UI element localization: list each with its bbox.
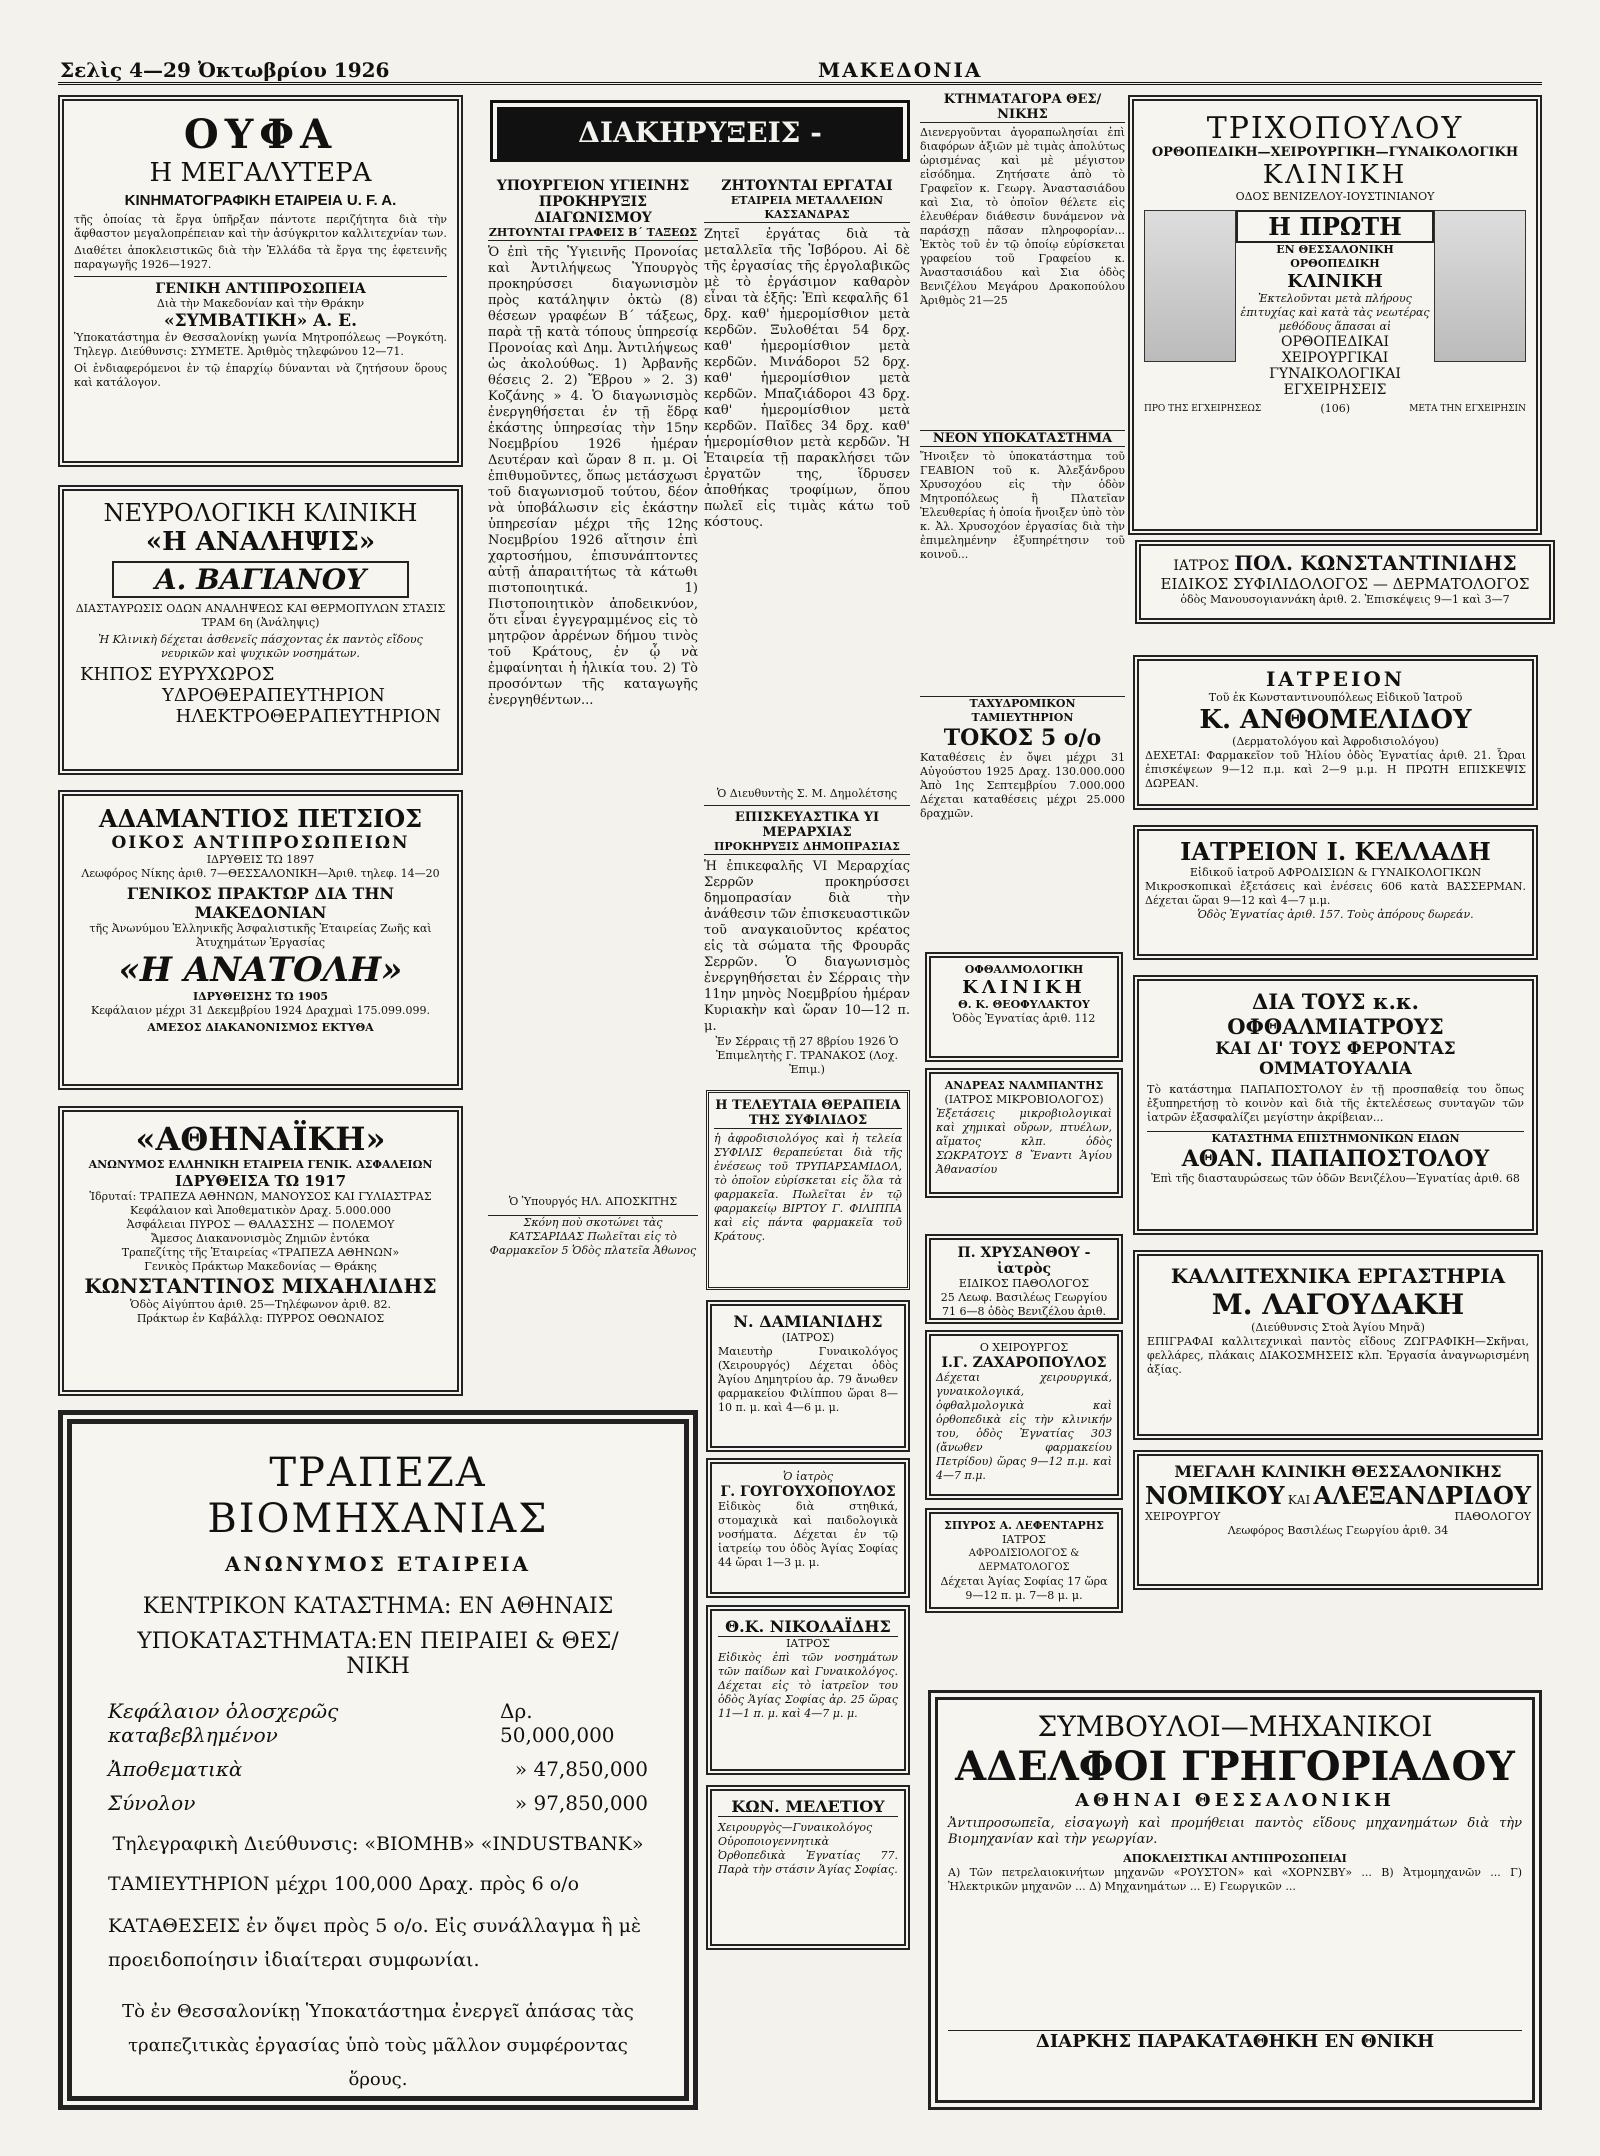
health-head3: ΖΗΤΟΥΝΤΑΙ ΓΡΑΦΕΙΣ Β΄ ΤΑΞΕΩΣ (488, 226, 698, 239)
meletiou-name: ΚΩΝ. ΜΕΛΕΤΙΟΥ (718, 1797, 898, 1817)
zach-head: Ο ΧΕΙΡΟΥΡΓΟΣ (979, 1341, 1069, 1354)
lag-head: ΚΑΛΛΙΤΕΧΝΙΚΑ ΕΡΓΑΣΤΗΡΙΑ (1170, 1264, 1506, 1288)
athinaiki-founded: ΙΔΡΥΘΕΙΣΑ ΤΩ 1917 (174, 1172, 347, 1190)
petsios-title: ΑΔΑΜΑΝΤΙΟΣ ΠΕΤΣΙΟΣ (98, 804, 423, 833)
nom-spec1: ΧΕΙΡΟΥΡΓΟΥ (1145, 1510, 1221, 1523)
neuro-doctor: Α. ΒΑΓΙΑΝΟΥ (112, 561, 409, 598)
gougouxopoulos-ad (706, 1458, 910, 1598)
ophth-head: ΟΦΘΑΛΜΟΛΟΓΙΚΗ (964, 963, 1084, 976)
petsios-address: Λεωφόρος Νίκης ἀριθ. 7—ΘΕΣΣΑΛΟΝΙΚΗ—Ἀριθ. τηλεφ. 14—20 (81, 867, 440, 880)
opt-name: ΑΘΑΝ. ΠΑΠΑΠΟΣΤΟΛΟΥ (1181, 1146, 1490, 1172)
mining-head1: ΖΗΤΟΥΝΤΑΙ ΕΡΓΑΤΑΙ (721, 178, 893, 194)
trich-first: Η ΠΡΩΤΗ (1236, 210, 1435, 243)
neuro-title: ΝΕΥΡΟΛΟΓΙΚΗ ΚΛΙΝΙΚΗ (103, 499, 418, 527)
konst-name: ΠΟΛ. ΚΩΝΣΤΑΝΤΙΝΙΔΗΣ (1234, 551, 1517, 575)
lagoudakis-ad (1133, 1250, 1543, 1440)
konst-spec: ΕΙΔΙΚΟΣ ΣΥΦΙΛΙΔΟΛΟΓΟΣ — ΔΕΡΜΑΤΟΛΟΓΟΣ (1160, 575, 1530, 593)
damianidis-text: Μαιευτὴρ Γυναικολόγος (Χειρουργός) Δέχεται ὁδὸς Ἁγίου Δημητρίου ἀρ. 79 ἄνωθεν φαρμακείου Φιλίππου ὥραι 8—10 π. μ. καὶ 4—6 μ. μ. (718, 1345, 898, 1414)
nalbantis-ad (925, 1068, 1123, 1198)
opt-text: Τὸ κατάστημα ΠΑΠΑΠΟΣΤΟΛΟΥ ἐν τῇ προσπαθείᾳ του ὅπως ἐξυπηρετήσῃ τὸ κοινὸν καὶ διὰ τῆς ἐκτελέσεως συνταγῶν τῶν ἰατρῶν ἐξασφαλίζει μεγίστην ἀκρίβειαν... (1147, 1083, 1524, 1124)
athinaiki-agent-line: Γενικὸς Πράκτωρ Μακεδονίας — Θράκης (144, 1260, 377, 1273)
petsios-agent: ΓΕΝΙΚΟΣ ΠΡΑΚΤΩΡ ΔΙΑ ΤΗΝ ΜΑΚΕΔΟΝΙΑΝ (126, 884, 395, 922)
mining-text: Ζητεῖ ἐργάτας διὰ τὰ μεταλλεῖα τῆς Ἰσβόρου. Αἱ δὲ τῆς ἐργασίας τῆς ἐργολαβικῶς μὲ τὸ ἐργάσιμον καθαρὸν εἶναι τὰ ἑξῆς: Ἐπὶ κεφαλῆς 61 δρχ. καθ' ἡμερομίσθιον μετὰ κερδῶν. Ξυλοθέται 54 δρχ. καθ' ἡμερομίσθιον μετὰ κερδῶν. Μινάδοροι 52 δρχ. καθ' ἡμερομίσθιον μετὰ κερδῶν. Μπαζιάδοροι 43 δρχ. καθ' ἡμερομίσθιον μετὰ κερδῶν. Παῖδες 34 δρχ. καθ' ἡμερομίσθιον μετὰ κερδῶν. Ἡ Ἑταιρεία τῇ παρακλήσει τῶν ἐργατῶν της, ἵδρυσεν ἀποθήκας τροφίμων, ὅπου πωλεῖ εἰς τιμὰς κάτω τοῦ κόστους. (704, 227, 910, 530)
athinaiki-agent: ΚΩΝΣΤΑΝΤΙΝΟΣ ΜΙΧΑΗΛΙΔΗΣ (84, 1274, 437, 1298)
division-head2: ΠΡΟΚΗΡΥΞΙΣ ΔΗΜΟΠΡΑΣΙΑΣ (704, 840, 910, 855)
athinaiki-sub: ΑΝΩΝΥΜΟΣ ΕΛΛΗΝΙΚΗ ΕΤΑΙΡΕΙΑ ΓΕΝΙΚ. ΑΣΦΑΛΕΙΩΝ (88, 1158, 433, 1171)
masthead (58, 58, 1542, 85)
meletiou-text: Χειρουργὸς—Γυναικολόγος Οὐροποιογεννητικὰ Ὀρθοπεδικὰ Ἐγνατίας 77. Παρὰ τὴν στάσιν Ἁγίας Σοφίας. (718, 1821, 898, 1876)
trich-after: ΜΕΤΑ ΤΗΝ ΕΓΧΕΙΡΗΣΙΝ (1409, 404, 1526, 414)
petsios-founded: ΙΔΡΥΘΕΙΣ ΤΩ 1897 (206, 853, 315, 866)
ophth-title: ΚΛΙΝΙΚΗ (962, 977, 1086, 998)
zach-text: Δέχεται χειρουργικά, γυναικολογικά, ὀφθαλμολογικὰ καὶ ὀρθοπεδικὰ εἰς τὴν κλινικήν του, ὁδὸς Ἐγνατίας 303 (ἄνωθεν φαρμακείου Πετρίδου) ὥρας 9—12 π.μ. καὶ 4—7 π.μ. (936, 1371, 1112, 1482)
declarations-banner (490, 100, 910, 162)
anth-head: ΙΑΤΡΕΙΟΝ (1265, 667, 1406, 691)
nalbant-title: (ΙΑΤΡΟΣ ΜΙΚΡΟΒΙΟΛΟΓΟΣ) (944, 1093, 1104, 1106)
petsios-company-founded: ΙΔΡΥΘΕΙΣΗΣ ΤΩ 1905 (192, 990, 329, 1003)
lag-addr: (Διεύθυνσις Στοὰ Ἁγίου Μηνᾶ) (1251, 1321, 1425, 1334)
zach-name: Ι.Γ. ΖΑΧΑΡΟΠΟΥΛΟΣ (941, 1355, 1107, 1371)
syphilis-text: ἡ ἀφροδισιολόγος καὶ ἡ τελεία ΣΥΦΙΛΙΣ θεραπεύεται διὰ τῆς ἐνέσεως τοῦ ΤΡΥΠΑΡΣΑΜΙΔΟΛ, τὸ ὁποῖον εὑρίσκεται εἰς ὅλα τὰ φαρμακεῖα. Πωλεῖται ἐν τῷ φαρμακείῳ ΒΙΡΤΟΥ Γ. ΦΙΛΙΠΠΑ καὶ εἰς πάντα φαρμακεῖα τοῦ Κράτους. (714, 1132, 902, 1243)
grig-footer: ΔΙΑΡΚΗΣ ΠΑΡΑΚΑΤΑΘΗΚΗ ΕΝ ΘΝΙΚΗ (948, 2030, 1522, 2052)
damianidis-ad (706, 1300, 910, 1452)
neuro-line-garden: ΚΗΠΟΣ ΕΥΡΥΧΩΡΟΣ (80, 664, 275, 685)
bank-sub: ΑΝΩΝΥΜΟΣ ΕΤΑΙΡΕΙΑ (225, 1552, 531, 1576)
new-branch-head: ΝΕΟΝ ΥΠΟΚΑΤΑΣΤΗΜΑ (920, 430, 1125, 447)
trich-captions (1144, 402, 1526, 416)
ufa-text: τῆς ὁποίας τὰ ἔργα ὑπῆρξαν πάντοτε περιζήτητα διὰ τὴν ἄφθαστον μεγαλοπρέπειαν καὶ τὴν ἀσύγκριτον καλλιτεχνίαν των. (74, 213, 447, 240)
health-head2: ΠΡΟΚΗΡΥΞΙΣ ΔΙΑΓΩΝΙΣΜΟΥ (534, 194, 652, 226)
bank-title: ΤΡΑΠΕΖΑ ΒΙΟΜΗΧΑΝΙΑΣ (207, 1450, 549, 1542)
market-text: Διενεργοῦνται ἀγοραπωλησίαι ἐπὶ διαφόρων ἀξιῶν μὲ τιμὰς ἀπολύτως ὡρισμένας καὶ μὲ μέγιστον εἰσόδημα. Ζητήσατε ἀπὸ τὸ Γραφεῖον κ. Γεωργ. Ἀναστασιάδου καὶ Σια, τὸ ὁποῖον θέλετε εἰς ἐλευθέραν διάθεσιν δυνάμενον νὰ παράσχῃ πᾶσαν πληροφορίαν... Ἐκτὸς τοῦ ἐν τῷ ὁποίῳ εὑρίσκεται γραφείου τοῦ Γραφείου κ. Ἀναστασιάδου καὶ Σια ὁδὸς Βενιζέλου Μεγάρου Δρακοπούλου Ἀριθμὸς 21—25 (920, 126, 1125, 307)
chrys-text: 25 Λεωφ. Βασιλέως Γεωργίου 71 6—8 ὁδὸς Βενιζέλου ἀριθ. (940, 1291, 1108, 1318)
neuro-line-electro: ΗΛΕΚΤΡΟΘΕΡΑΠΕΥΤΗΡΙΟΝ (175, 706, 441, 727)
declarations-title: ΔΙΑΚΗΡΥΞΕΙΣ - (497, 107, 903, 162)
health-ministry-notice (488, 178, 698, 1308)
trich-first-sub: ΕΝ ΘΕΣΣΑΛΟΝΙΚΗ ΟΡΘΟΠΕΔΙΚΗ (1276, 243, 1394, 270)
ufa-title: ΟΥΦΑ (183, 111, 338, 158)
gougoux-head: Ὁ ἰατρὸς (782, 1470, 834, 1483)
grig-text: Ἀντιπροσωπεῖα, εἰσαγωγὴ καὶ προμήθειαι παντὸς εἴδους μηχανημάτων διὰ τὴν Βιομηχανίαν καὶ τὴν γεωργίαν. (948, 1816, 1522, 1847)
ufa-distribution: Διαθέτει ἀποκλειστικῶς διὰ τὴν Ἑλλάδα τὰ ἔργα της ἐφετεινῆς παραγωγῆς 1926—1927. (74, 244, 447, 271)
neuro-address: ΔΙΑΣΤΑΥΡΩΣΙΣ ΟΔΩΝ ΑΝΑΛΗΨΕΩΣ ΚΑΙ ΘΕΡΜΟΠΥΛΩΝ ΣΤΑΣΙΣ ΤΡΑΜ 6η (Ἀνάληψις) (75, 602, 446, 629)
chrys-name: Π. ΧΡΥΣΑΝΘΟΥ - ἰατρὸς (957, 1245, 1091, 1277)
lef-name: ΣΠΥΡΟΣ Α. ΛΕΦΕΝΤΑΡΗΣ (944, 1519, 1104, 1532)
nikolaidis-title: ΙΑΤΡΟΣ (786, 1637, 830, 1650)
grig-sub: ΑΠΟΚΛΕΙΣΤΙΚΑΙ ΑΝΤΙΠΡΟΣΩΠΕΙΑΙ (1123, 1852, 1347, 1865)
anth-spec: (Δερματολόγου καὶ Ἀφροδισιολόγου) (1232, 735, 1439, 748)
health-footer: Ὁ Ὑπουργός ΗΛ. ΑΠΟΣΚΙΤΗΣ (508, 1195, 678, 1208)
petsios-sub: ΟΙΚΟΣ ΑΝΤΙΠΡΟΣΩΠΕΙΩΝ (111, 833, 410, 853)
ufa-subtitle: Η ΜΕΓΑΛΥΤΕΡΑ (149, 158, 372, 188)
opt-head: ΔΙΑ ΤΟΥΣ κ.κ. ΟΦΘΑΛΜΙΑΤΡΟΥΣ (1227, 989, 1444, 1039)
nalbant-text: Ἐξετάσεις μικροβιολογικαὶ καὶ χημικαὶ οὔρων, πτυέλων, αἵματος κλπ. ὁδὸς ΣΩΚΡΑΤΟΥΣ 8 Ἔναντι Ἁγίου Ἀθανασίου (936, 1107, 1112, 1176)
meletiou-ad (706, 1785, 910, 1950)
mining-notice (704, 178, 910, 1078)
ufa-note: Οἱ ἐνδιαφερόμενοι ἐν τῷ ἐπαρχίῳ δύνανται νὰ ζητήσουν ὅρους καὶ κατάλογον. (74, 362, 447, 389)
nom-specs (1145, 1510, 1531, 1524)
petsios-footer: ΑΜΕΣΟΣ ΔΙΑΚΑΝΟΝΙΣΜΟΣ ΕΚΤΥΘΑ (147, 1021, 374, 1034)
ophth-addr: Ὁδὸς Ἐγνατίας ἀριθ. 112 (952, 1012, 1096, 1025)
trich-body (1144, 210, 1526, 398)
nikolaidis-text: Εἰδικὸς ἐπὶ τῶν νοσημάτων τῶν παίδων καὶ Γυναικολόγος. Δέχεται εἰς τὸ ἰατρεῖον του ὁδὸς Ἁγίας Σοφίας ἀρ. 25 ὥρας 11—1 π. μ. καὶ 4—7 μ. μ. (718, 1651, 898, 1720)
grig-head: ΣΥΜΒΟΥΛΟΙ—ΜΗΧΑΝΙΚΟΙ (1037, 1710, 1433, 1743)
nomikou-clinic-ad (1133, 1450, 1543, 1590)
petsios-company: «Η ΑΝΑΤΟΛΗ» (118, 950, 403, 990)
zacharopoulos-ad (925, 1330, 1123, 1500)
athinaiki-ad (58, 1106, 463, 1396)
lef-title: ΙΑΤΡΟΣ (1002, 1533, 1046, 1546)
kelladis-ad (1133, 825, 1538, 960)
petsios-ad (58, 790, 463, 1090)
chrys-title: ΕΙΔΙΚΟΣ ΠΑΘΟΛΟΓΟΣ (958, 1277, 1090, 1290)
trich-first-clinic: ΚΛΙΝΙΚΗ (1287, 271, 1383, 292)
kel-head: ΙΑΤΡΕΙΟΝ Ι. ΚΕΛΛΑΔΗ (1180, 837, 1491, 866)
petsios-capital: Κεφάλαιον μέχρι 31 Δεκεμβρίου 1924 Δραχμαὶ 175.099.099. (90, 1004, 431, 1017)
ufa-rep-name: «ΣΥΜΒΑΤΙΚΗ» Α. Ε. (163, 311, 358, 331)
bank-row-value: » 97,850,000 (514, 1791, 648, 1815)
athinaiki-title: «ΑΘΗΝΑΪΚΗ» (135, 1120, 386, 1158)
bank-row-capital (108, 1699, 648, 1747)
anthomelidou-ad (1133, 655, 1538, 810)
division-text: Ἡ ἐπικεφαλῆς VI Μεραρχίας Σερρῶν προκηρύσσει δημοπρασίαν διὰ τὴν ἀνάθεσιν τῶν ἐπισκευαστικῶν τοῦ αναγκαιοῦντος κρέατος εἰς τὰ σώματα τῆς Φρουρᾶς Σερρῶν. Ὁ διαγωνισμὸς ἐνεργηθήσεται ἐν Σέρραις τὴν 11ην μηνὸς Νοεμβρίου ἡμέραν Κυριακὴν καὶ ὥραν 10—12 π. μ. (704, 859, 910, 1034)
division-head1: ΕΠΙΣΚΕΥΑΣΤΙΚΑ ΥΙ ΜΕΡΑΡΧΙΑΣ (734, 810, 880, 840)
nom-addr: Λεωφόρος Βασιλέως Γεωργίου ἀριθ. 34 (1227, 1524, 1449, 1537)
mining-head2: ΕΤΑΙΡΕΙΑ ΜΕΤΑΛΛΕΙΩΝ ΚΑΣΣΑΝΔΡΑΣ (704, 194, 910, 223)
market-head: ΚΤΗΜΑΤΑΓΟΡΑ ΘΕΣ/ΝΙΚΗΣ (920, 92, 1125, 123)
lef-text: Δέχεται Ἁγίας Σοφίας 17 ὥρα 9—12 π. μ. 7—8 μ. μ. (940, 1575, 1108, 1602)
savings-text: Καταθέσεις ἐν ὄψει μέχρι 31 Αὐγούστου 1925 Δραχ. 130.000.000 Ἀπὸ 1ης Σεπτεμβρίου 7.000.000 Δέχεται καταθέσεις μέχρι 25.000 δραχμῶν. (920, 751, 1125, 820)
ufa-rep-area: Διὰ τὴν Μακεδονίαν καὶ τὴν Θράκην (156, 297, 365, 310)
trichopoulos-ad (1128, 95, 1542, 535)
damianidis-title: (ΙΑΤΡΟΣ) (781, 1331, 835, 1344)
division-footer: Ἐν Σέρραις τῇ 27 8βρίου 1926 Ὁ Ἐπιμελητὴς Γ. ΤΡΑΝΑΚΟΣ (Λοχ. Ἐπιμ.) (715, 1035, 899, 1076)
lag-text: ΕΠΙΓΡΑΦΑΙ καλλιτεχνικαὶ παντὸς εἴδους ΖΩΓΡΑΦΙΚΗ—Σκῆναι, φελλάρες, πλάκαις ΔΙΑΚΟΣΜΗΣΕΙΣ κλπ. Ἐργασία ἀναγνωρισμένη ἀξίας. (1147, 1335, 1529, 1376)
neuro-name: «Η ΑΝΑΛΗΨΙΣ» (145, 527, 376, 557)
grig-name: ΑΔΕΛΦΟΙ ΓΡΗΓΟΡΙΑΔΟΥ (955, 1743, 1515, 1790)
trich-addr: ΟΔΟΣ ΒΕΝΙΖΕΛΟΥ-ΙΟΥΣΤΙΝΙΑΝΟΥ (1235, 190, 1435, 203)
konst-head: ΙΑΤΡΟΣ (1173, 558, 1230, 574)
opt-head2: ΚΑΙ ΔΙ' ΤΟΥΣ ΦΕΡΟΝΤΑΣ ΟΜΜΑΤΟΥΑΛΙΑ (1215, 1039, 1456, 1079)
kel-text: Μικροσκοπικαὶ ἐξετάσεις καὶ ἐνέσεις 606 κατὰ ΒΑΣΣΕΡΜΑΝ. Δέχεται ὥραι 9—12 καὶ 4—7 μ.μ. (1145, 880, 1526, 907)
mining-footer: Ὁ Διευθυντὴς Σ. Μ. Δημολέτσης (716, 787, 898, 800)
new-branch-text: Ἤνοιξεν τὸ ὑποκατάστημα τοῦ ΓΕΑΒΙΟΝ τοῦ κ. Ἀλεξάνδρου Χρυσοχόου εἰς τὴν ὁδὸν Μητροπόλεως ἢ Πλατεῖαν Ἐλευθερίας ἡ ὁποία ἤνοιξεν ὑπὸ τὸν κ. Ἀλ. Χρυσοχόον ἐργασίας διὰ τὴν ἐπιμελημένην ἐξυπηρέτησιν τοῦ κοινοῦ... (920, 450, 1125, 561)
grigoriadou-ad (928, 1690, 1542, 2110)
nom-head: ΜΕΓΑΛΗ ΚΛΙΝΙΚΗ ΘΕΣΣΑΛΟΝΙΚΗΣ (1174, 1462, 1502, 1481)
papapostolou-ad (1133, 975, 1538, 1235)
newspaper-title: ΜΑΚΕΔΟΝΙΑ (818, 58, 983, 82)
konst-addr: ὁδὸς Μανουσογιαννάκη ἀριθ. 2. Ἐπισκέψεις 9—1 καὶ 3—7 (1180, 593, 1510, 606)
ufa-ad (58, 95, 463, 467)
nikolaidis-name: Θ.Κ. ΝΙΚΟΛΑΪΔΗΣ (718, 1617, 898, 1637)
athinaiki-bank: Τραπεζίτης τῆς Ἑταιρείας «ΤΡΑΠΕΖΑ ΑΘΗΝΩΝ» (121, 1246, 400, 1259)
athinaiki-risks: Ἀσφάλειαι ΠΥΡΟΣ — ΘΑΛΑΣΣΗΣ — ΠΟΛΕΜΟΥ (126, 1218, 395, 1231)
ophthalmology-ad (925, 952, 1123, 1062)
bank-hq: ΚΕΝΤΡΙΚΟΝ ΚΑΤΑΣΤΗΜΑ: ΕΝ ΑΘΗΝΑΙΣ (142, 1594, 614, 1619)
athinaiki-capital: Κεφάλαιον καὶ Ἀποθεματικὸν Δραχ. 5.000.000 (130, 1204, 391, 1217)
nom-spec2: ΠΑΘΟΛΟΓΟΥ (1454, 1510, 1531, 1523)
ufa-company: ΚΙΝΗΜΑΤΟΓΡΑΦΙΚΗ ΕΤΑΙΡΕΙΑ U. F. A. (124, 192, 397, 209)
syphilis-ad (706, 1090, 910, 1290)
bank-row-total (108, 1791, 648, 1815)
ophth-name: Θ. Κ. ΘΕΟΦΥΛΑΚΤΟΥ (958, 998, 1090, 1011)
trich-before: ΠΡΟ ΤΗΣ ΕΓΧΕΙΡΗΣΕΩΣ (1144, 404, 1262, 414)
page-date: Σελὶς 4—29 Ὀκτωβρίου 1926 (60, 58, 390, 82)
bank-row-label: Σύνολον (108, 1791, 196, 1815)
ufa-rep-address: Ὑποκατάστημα ἐν Θεσσαλονίκῃ γωνία Μητροπόλεως —Ρογκότη. Τηλεγρ. Διεύθυνσις: ΣΥΜΕΤΕ. Ἀριθμὸς τηλεφώνου 12—71. (74, 331, 447, 358)
health-head1: ΥΠΟΥΡΓΕΙΟΝ ΥΓΙΕΙΝΗΣ (496, 178, 690, 194)
syphilis-head: Η ΤΕΛΕΥΤΑΙΑ ΘΕΡΑΠΕΙΑ ΤΗΣ ΣΥΦΙΛΙΔΟΣ (715, 1098, 901, 1128)
trich-ops: ΟΡΘΟΠΕΔΙΚΑΙ ΧΕΙΡΟΥΡΓΙΚΑΙ ΓΥΝΑΙΚΟΛΟΓΙΚΑΙ ΕΓΧΕΙΡΗΣΕΙΣ (1269, 334, 1401, 398)
opt-store: ΚΑΤΑΣΤΗΜΑ ΕΠΙΣΤΗΜΟΝΙΚΩΝ ΕΙΔΩΝ (1147, 1131, 1524, 1146)
bank-branches: ΥΠΟΚΑΤΑΣΤΗΜΑΤΑ:ΕΝ ΠΕΙΡΑΙΕΙ & ΘΕΣ/ΝΙΚΗ (137, 1629, 619, 1679)
savings-rate: ΤΟΚΟΣ 5 ο/ο (943, 725, 1102, 751)
athinaiki-footer: Πράκτωρ ἐν Καβάλλᾳ: ΠΥΡΡΟΣ ΟΘΩΝΑΙΟΣ (136, 1312, 385, 1325)
bank-row-value: » 47,850,000 (514, 1757, 648, 1781)
bank-closing: Τὸ ἐν Θεσσαλονίκῃ Ὑποκατάστημα ἐνεργεῖ ἁπάσας τὰς τραπεζιτικὰς ἐργασίας ὑπὸ τοὺς μᾶλλον συμφέροντας ὅρους. (122, 2001, 634, 2090)
nikolaidis-ad (706, 1605, 910, 1775)
petsios-agent-sub: τῆς Ἀνωνύμου Ἑλληνικῆς Ἀσφαλιστικῆς Ἑταιρείας Ζωῆς καὶ Ἀτυχημάτων Ἐργασίας (89, 922, 432, 949)
bank-ad (58, 1410, 698, 2110)
trich-type: ΟΡΘΟΠΕΔΙΚΗ—ΧΕΙΡΟΥΡΓΙΚΗ—ΓΥΝΑΙΚΟΛΟΓΙΚΗ (1151, 145, 1519, 160)
neuro-clinic-ad (58, 485, 463, 775)
health-text: Ὁ ἐπὶ τῆς Ὑγιεινῆς Προνοίας καὶ Ἀντιλήψεως Ὑπουργὸς προκηρύσσει διαγωνισμὸν πρὸς κατάληψιν ὀκτὼ (8) θέσεων γραφέων Β΄ τάξεως, παρὰ τῇ κατὰ τόπους ὑπηρεσίᾳ Προνοίας καὶ Δημ. Ἀντιλήψεως ὡς ἀκολούθως. 1) Ἀρβανῆς θέσεις 2. 2) Ἔβρου » 2. 3) Κοζάνης » 4. Ὁ διαγωνισμὸς ἐνεργηθήσεται ἐν τῇ ἕδρᾳ ἑκάστης ὑπηρεσίας τὴν 15ην Νοεμβρίου 1926 ἡμέραν Δευτέραν καὶ ὥραν 8 π. μ. Οἱ ἐπιθυμοῦντες, ὅπως μετάσχωσι τοῦ διαγωνισμοῦ τούτου, δέον νὰ ὑποβάλωσιν εἰς ἑκάστην ὑπηρεσίαν μέχρι τῆς 12ης Νοεμβρίου 1926 αἴτησιν ἐπὶ χαρτοσήμου, ἐπισυνάπτοντες αὐτῇ ἀπαραιτήτως τὰ κάτωθι πιστοποιητικά. 1) Πιστοποιητικὸν ἀποδεικνύον, ὅτι εἶναι ἐγγεγραμμένος εἰς τὸ μητρῷον ἀρρένων δήμου τινὸς τοῦ Κράτους, ἐν ᾧ νὰ ἐμφαίνηται ἡ ἡλικία του. 2) Τὸ προσόντων τῆς καταγωγῆς ἐνεργηθέντων... (488, 245, 698, 708)
bank-row-reserves (108, 1757, 648, 1781)
bank-row-label: Κεφάλαιον ὁλοσχερῶς καταβεβλημένον (108, 1699, 339, 1747)
neuro-line-hydro: ΥΔΡΟΘΕΡΑΠΕΥΤΗΡΙΟΝ (162, 685, 385, 706)
bank-row-label: Ἀποθεματικὰ (108, 1757, 243, 1781)
neuro-text: Ἡ Κλινικὴ δέχεται ἀσθενεῖς πάσχοντας ἐκ παντὸς εἴδους νευρικῶν καὶ ψυχικῶν νοσημάτων. (98, 633, 423, 660)
athinaiki-address: Ὁδὸς Αἰγύπτου ἀριθ. 25—Τηλέφωνον ἀριθ. 82. (130, 1298, 391, 1311)
anth-sub: Τοῦ ἐκ Κωνσταντινουπόλεως Εἰδικοῦ Ἰατροῦ (1208, 691, 1463, 704)
gougoux-name: Γ. ΓΟΥΓΟΥΧΟΠΟΥΛΟΣ (720, 1484, 896, 1500)
ufa-rep-title: ΓΕΝΙΚΗ ΑΝΤΙΠΡΟΣΩΠΕΙΑ (155, 281, 366, 297)
bank-deposits: ΚΑΤΑΘΕΣΕΙΣ ἐν ὄψει πρὸς 5 ο/ο. Εἰς συνάλλαγμα ἢ μὲ προειδοποίησιν ἰδιαίτεραι συμφωνίαι. (108, 1915, 642, 1971)
konstantinidis-ad (1135, 540, 1555, 624)
nom-name1: ΝΟΜΙΚΟΥ (1145, 1481, 1285, 1510)
nom-name2: ΑΛΕΞΑΝΔΡΙΔΟΥ (1313, 1481, 1531, 1510)
grig-cities: ΑΘΗΝΑΙ ΘΕΣΣΑΛΟΝΙΚΗ (1075, 1790, 1395, 1811)
savings-head: ΤΑΧΥΔΡΟΜΙΚΟΝ ΤΑΜΙΕΥΤΗΡΙΟΝ (920, 696, 1125, 725)
trich-text: Ἐκτελοῦνται μετὰ πλήρους ἐπιτυχίας καὶ κατὰ τὰς νεωτέρας μεθόδους ἅπασαι αἱ (1240, 292, 1430, 333)
health-note: Σκόνη ποὺ σκοτώνει τὰς ΚΑΤΣΑΡΙΔΑΣ Πωλεῖται εἰς τὸ Φαρμακεῖον 5 Ὁδὸς πλατεῖα Ἀθωνος (489, 1216, 697, 1257)
kel-spec: Εἰδικοῦ ἰατροῦ ΑΦΡΟΔΙΣΙΩΝ & ΓΥΝΑΙΚΟΛΟΓΙΚΩΝ (1189, 866, 1482, 879)
anth-text: ΔΕΧΕΤΑΙ: Φαρμακεῖον τοῦ Ἡλίου ὁδὸς Ἐγνατίας ἀριθ. 21. Ὧραι ἐπισκέψεων 9—12 π.μ. καὶ 2—9 μ.μ. Η ΠΡΩΤΗ ΕΠΙΣΚΕΨΙΣ ΔΩΡΕΑΝ. (1145, 749, 1526, 790)
bank-row-value: Δρ. 50,000,000 (500, 1699, 615, 1747)
trich-name: ΤΡΙΧΟΠΟΥΛΟΥ (1206, 111, 1464, 146)
damianidis-name: Ν. ΔΑΜΙΑΝΙΔΗΣ (733, 1312, 883, 1331)
opt-addr: Ἐπὶ τῆς διασταυρώσεως τῶν ὁδῶν Βενιζέλου—Ἐγνατίας ἀριθ. 68 (1151, 1172, 1520, 1185)
trich-num: (106) (1320, 402, 1351, 415)
grig-list: Α) Τῶν πετρελαιοκινήτων μηχανῶν «ΡΟΥΣΤΟΝ» καὶ «ΧΟΡΝΣΒΥ» ... Β) Ἀτμομηχανῶν ... Γ) Ἠλεκτρικῶν μηχανῶν ... Δ) Μηχανημάτων ... Ε) Γεωργικῶν ... (948, 1866, 1522, 1893)
konst-heading (1146, 551, 1544, 575)
before-surgery-photo (1144, 210, 1236, 362)
bank-savings: ΤΑΜΙΕΥΤΗΡΙΟΝ μέχρι 100,000 Δραχ. πρὸς 6 ο/ο (108, 1873, 580, 1895)
bank-telegraph: Τηλεγραφικὴ Διεύθυνσις: «ΒΙΟΜΗΒ» «INDUSTBANK» (112, 1833, 644, 1855)
kel-addr: Ὁδὸς Ἐγνατίας ἀριθ. 157. Τοὺς ἀπόρους δωρεάν. (1197, 908, 1474, 921)
trich-clinic: ΚΛΙΝΙΚΗ (1262, 160, 1408, 190)
nom-and: ΚΑΙ (1287, 1493, 1311, 1507)
athinaiki-settlement: Ἄμεσος Διακανονισμὸς Ζημιῶν ἐντόκα (151, 1232, 370, 1245)
lefentaris-ad (925, 1508, 1123, 1613)
after-surgery-photo (1434, 210, 1526, 362)
nalbant-name: ΑΝΔΡΕΑΣ ΝΑΛΜΠΑΝΤΗΣ (944, 1079, 1104, 1092)
gougoux-text: Εἰδικὸς διὰ στηθικά, στομαχικὰ καὶ παιδολογικὰ νοσήματα. Δέχεται ἐν τῷ ἰατρείῳ του ὁδὸς Ἁγίας Σοφίας 44 ὥραι 1—3 μ. μ. (718, 1500, 898, 1569)
athinaiki-founders: Ἱδρυταί: ΤΡΑΠΕΖΑ ΑΘΗΝΩΝ, ΜΑΝΟΥΣΟΣ ΚΑΙ ΓΥΛΙΑΣΤΡΑΣ (89, 1190, 432, 1203)
anth-name: Κ. ΑΝΘΟΜΕΛΙΔΟΥ (1199, 705, 1472, 735)
chrysanthou-ad (925, 1234, 1123, 1324)
lag-name: Μ. ΛΑΓΟΥΔΑΚΗ (1211, 1288, 1465, 1321)
nom-names (1145, 1481, 1531, 1510)
lef-spec: ΑΦΡΟΔΙΣΙΟΛΟΓΟΣ & ΔΕΡΜΑΤΟΛΟΓΟΣ (968, 1548, 1080, 1573)
